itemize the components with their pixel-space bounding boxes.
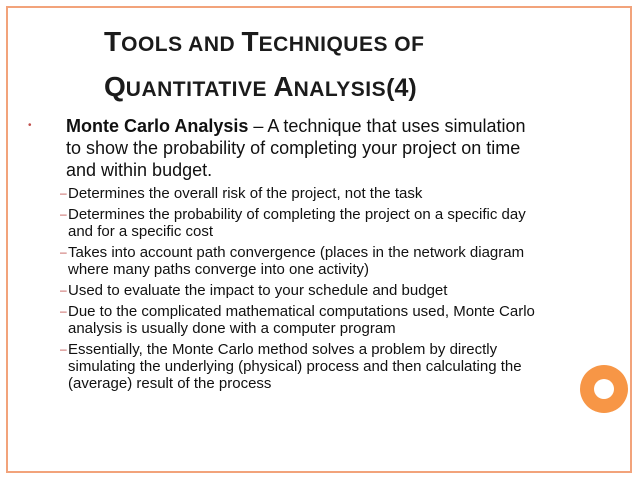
dash-icon: – <box>60 304 67 318</box>
title-initial-t: T <box>104 26 122 57</box>
slide-content <box>26 115 596 396</box>
sub-bullet-text: Due to the complicated mathematical computations used, Monte Carlo analysis is usually done with a computer program <box>68 303 535 337</box>
sub-bullet-list <box>26 185 596 392</box>
sub-bullet-item <box>26 282 596 299</box>
title-word-quantitative: UANTITATIVE <box>125 78 274 101</box>
main-bullet-text <box>66 115 536 181</box>
main-bullet-body: – A technique that uses simulation to show the probability of completing your project on time and within budget. <box>66 116 526 180</box>
dash-icon: – <box>60 207 67 221</box>
ring-center <box>594 379 614 399</box>
sub-bullet-item <box>26 303 596 337</box>
sub-bullet-item <box>26 185 596 202</box>
dash-icon: – <box>60 245 67 259</box>
title-word-techniques: ECHNIQUES OF <box>258 33 425 56</box>
sub-bullet-text: Determines the overall risk of the project, not the task <box>68 185 423 202</box>
sub-bullet-text: Determines the probability of completing the project on a specific day and for a specific cost <box>68 206 526 240</box>
round-bullet-icon: • <box>28 120 32 131</box>
dash-icon: – <box>60 283 67 297</box>
sub-bullet-item <box>26 206 596 240</box>
sub-bullet-text: Takes into account path convergence (places in the network diagram where many paths converge into one activity) <box>68 244 525 278</box>
slide-title <box>104 22 564 112</box>
sub-bullet-text: Essentially, the Monte Carlo method solves a problem by directly simulating the underlying (physical) process and then calculating the (average) result of the process <box>68 341 522 392</box>
dash-icon: – <box>60 186 67 200</box>
main-bullet <box>26 115 596 181</box>
sub-bullet-item <box>26 341 596 392</box>
title-line-1 <box>104 22 564 67</box>
sub-bullet-item <box>26 244 596 278</box>
title-initial-t2: T <box>241 26 259 57</box>
title-word-tools: OOLS AND <box>121 33 242 56</box>
title-initial-a: A <box>273 71 294 102</box>
main-bullet-bold: Monte Carlo Analysis <box>66 116 249 136</box>
title-line-2 <box>104 67 564 112</box>
dash-icon: – <box>60 342 67 356</box>
title-initial-q: Q <box>104 71 126 102</box>
title-suffix: (4) <box>386 74 417 102</box>
sub-bullet-text: Used to evaluate the impact to your schedule and budget <box>68 282 448 299</box>
title-word-analysis: NALYSIS <box>293 78 387 101</box>
